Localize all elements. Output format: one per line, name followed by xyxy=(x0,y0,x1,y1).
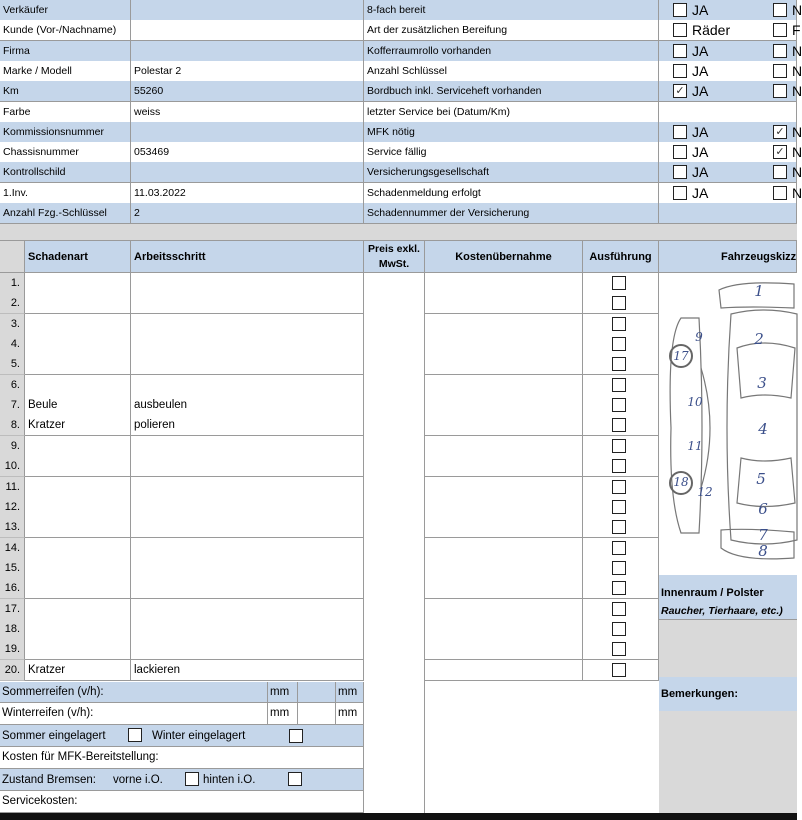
checkbox-option-2[interactable] xyxy=(773,186,787,200)
option-2-label: N xyxy=(792,124,802,140)
kostenuebernahme-field[interactable] xyxy=(425,538,583,559)
sommer-eingelagert-label: Sommer eingelagert xyxy=(2,730,106,742)
sketch-number-10: 10 xyxy=(687,395,703,409)
vehicle-label: Chassisnummer xyxy=(0,142,131,163)
kostenuebernahme-field[interactable] xyxy=(425,477,583,498)
option-2-label: N xyxy=(792,2,802,18)
ausfuehrung-checkbox[interactable] xyxy=(612,541,626,555)
arbeitsschritt-field[interactable] xyxy=(131,334,364,355)
kostenuebernahme-field[interactable] xyxy=(425,334,583,355)
header-fahrzeugskizze: Fahrzeugskizz xyxy=(659,241,797,273)
schadenart-field[interactable]: Kratzer xyxy=(25,660,131,681)
vehicle-value-field[interactable] xyxy=(131,20,364,41)
arbeitsschritt-field[interactable] xyxy=(131,578,364,599)
check-label: MFK nötig xyxy=(364,122,659,143)
check-options xyxy=(659,203,797,224)
sommerreifen-rear-field[interactable] xyxy=(298,682,336,703)
arbeitsschritt-field[interactable] xyxy=(131,619,364,640)
sketch-number-3: 3 xyxy=(757,374,767,392)
servicekosten-label: Servicekosten: xyxy=(0,791,364,813)
check-label: Schadennummer der Versicherung xyxy=(364,203,659,224)
kostenuebernahme-field[interactable] xyxy=(425,456,583,477)
kostenuebernahme-field[interactable] xyxy=(425,354,583,375)
ausfuehrung-checkbox[interactable] xyxy=(612,337,626,351)
option-2-label: F xyxy=(792,22,801,38)
row-number: 7. xyxy=(0,395,25,416)
row-number: 20. xyxy=(0,660,25,681)
sketch-number-8: 8 xyxy=(758,542,768,560)
vehicle-value-field[interactable]: 55260 xyxy=(131,81,364,102)
option-2-label: N xyxy=(792,83,802,99)
option-1-label: JA xyxy=(692,63,709,79)
schadenart-field[interactable] xyxy=(25,273,131,294)
option-1-label: JA xyxy=(692,2,709,18)
vehicle-label: Marke / Modell xyxy=(0,61,131,82)
hinten-checkbox[interactable] xyxy=(288,772,302,786)
vehicle-value-field[interactable]: 2 xyxy=(131,203,364,224)
ausfuehrung-checkbox[interactable] xyxy=(612,663,626,677)
ausfuehrung-checkbox[interactable] xyxy=(612,296,626,310)
arbeitsschritt-field[interactable] xyxy=(131,477,364,498)
arbeitsschritt-field[interactable] xyxy=(131,538,364,559)
header-preis-line2: MwSt. xyxy=(378,258,410,270)
vorne-checkbox[interactable] xyxy=(185,772,199,786)
row-number: 11. xyxy=(0,477,25,498)
check-label: Anzahl Schlüssel xyxy=(364,61,659,82)
option-2-label: N xyxy=(792,43,802,59)
row-number: 2. xyxy=(0,293,25,314)
arbeitsschritt-field[interactable] xyxy=(131,354,364,375)
schadenart-field[interactable] xyxy=(25,436,131,457)
arbeitsschritt-field[interactable] xyxy=(131,273,364,294)
vehicle-label: Kontrollschild xyxy=(0,162,131,183)
sommerreifen-mm-rear: mm xyxy=(336,682,364,703)
kostenuebernahme-field[interactable] xyxy=(425,314,583,335)
schadenart-field[interactable] xyxy=(25,375,131,396)
header-preis-line1: Preis exkl. xyxy=(368,243,420,255)
checkbox-option-1[interactable] xyxy=(673,145,687,159)
ausfuehrung-checkbox[interactable] xyxy=(612,520,626,534)
row-number: 14. xyxy=(0,538,25,559)
interior-title: Innenraum / Polster xyxy=(661,587,764,599)
sketch-number-11: 11 xyxy=(687,439,703,453)
checkbox-option-2[interactable] xyxy=(773,84,787,98)
checkbox-option-1[interactable] xyxy=(673,23,687,37)
kostenuebernahme-field[interactable] xyxy=(425,619,583,640)
ausfuehrung-checkbox[interactable] xyxy=(612,642,626,656)
check-label: Bordbuch inkl. Serviceheft vorhanden xyxy=(364,81,659,102)
arbeitsschritt-field[interactable] xyxy=(131,375,364,396)
check-label: Versicherungsgesellschaft xyxy=(364,162,659,183)
schadenart-field[interactable]: Kratzer xyxy=(25,415,131,436)
sommerreifen-label: Sommerreifen (v/h): xyxy=(0,682,268,703)
zustand-bremsen-label: Zustand Bremsen: xyxy=(2,774,96,786)
schadenart-field[interactable] xyxy=(25,354,131,375)
checkbox-option-2[interactable] xyxy=(773,64,787,78)
arbeitsschritt-field[interactable] xyxy=(131,497,364,518)
checkbox-option-1[interactable] xyxy=(673,186,687,200)
row-number: 3. xyxy=(0,314,25,335)
kostenuebernahme-field[interactable] xyxy=(425,517,583,538)
option-1-label: JA xyxy=(692,185,709,201)
winterreifen-mm-rear: mm xyxy=(336,703,364,725)
sommer-eingelagert-checkbox[interactable] xyxy=(128,728,142,742)
check-label: Service fällig xyxy=(364,142,659,163)
vorne-label: vorne i.O. xyxy=(113,774,163,786)
sketch-number-2: 2 xyxy=(754,330,764,348)
row-number: 5. xyxy=(0,354,25,375)
kostenuebernahme-field[interactable] xyxy=(425,273,583,294)
kostenuebernahme-field[interactable] xyxy=(425,436,583,457)
kostenuebernahme-field[interactable] xyxy=(425,415,583,436)
option-2-label: N xyxy=(792,63,802,79)
vehicle-value-field[interactable]: 053469 xyxy=(131,142,364,163)
sketch-number-5: 5 xyxy=(756,470,766,488)
hinten-label: hinten i.O. xyxy=(203,774,256,786)
kostenuebernahme-field[interactable] xyxy=(425,558,583,579)
kostenuebernahme-field[interactable] xyxy=(425,497,583,518)
row-number: 17. xyxy=(0,599,25,620)
schadenart-field[interactable] xyxy=(25,497,131,518)
header-arbeitsschritt: Arbeitsschritt xyxy=(131,241,364,273)
kostenuebernahme-field[interactable] xyxy=(425,375,583,396)
kostenuebernahme-field[interactable] xyxy=(425,293,583,314)
check-label: letzter Service bei (Datum/Km) xyxy=(364,102,659,123)
option-1-label: JA xyxy=(692,124,709,140)
arbeitsschritt-field[interactable]: ausbeulen xyxy=(131,395,364,416)
vehicle-value-field[interactable] xyxy=(131,0,364,21)
interior-subtitle: Raucher, Tierhaare, etc.) xyxy=(661,605,783,617)
ausfuehrung-checkbox[interactable] xyxy=(612,378,626,392)
vehicle-diagram xyxy=(659,278,797,568)
vehicle-label: Anzahl Fzg.-Schlüssel xyxy=(0,203,131,224)
arbeitsschritt-field[interactable] xyxy=(131,456,364,477)
schadenart-field[interactable] xyxy=(25,639,131,660)
kostenuebernahme-field[interactable] xyxy=(425,660,583,681)
checkbox-option-2[interactable] xyxy=(773,44,787,58)
ausfuehrung-checkbox[interactable] xyxy=(612,561,626,575)
kostenuebernahme-field[interactable] xyxy=(425,599,583,620)
check-label: 8-fach bereit xyxy=(364,0,659,21)
ausfuehrung-checkbox[interactable] xyxy=(612,459,626,473)
sketch-number-7: 7 xyxy=(758,526,768,544)
ausfuehrung-checkbox[interactable] xyxy=(612,439,626,453)
option-1-label: JA xyxy=(692,83,709,99)
arbeitsschritt-field[interactable]: polieren xyxy=(131,415,364,436)
option-1-label: JA xyxy=(692,144,709,160)
vehicle-label: Verkäufer xyxy=(0,0,131,21)
check-label: Art der zusätzlichen Bereifung xyxy=(364,20,659,41)
checkbox-option-2[interactable] xyxy=(773,165,787,179)
vehicle-label: Farbe xyxy=(0,102,131,123)
mfk-kosten-label: Kosten für MFK-Bereitstellung: xyxy=(0,747,364,769)
sketch-number-17: 17 xyxy=(673,349,689,363)
vehicle-label: Km xyxy=(0,81,131,102)
arbeitsschritt-field[interactable] xyxy=(131,436,364,457)
winter-eingelagert-checkbox[interactable] xyxy=(289,729,303,743)
schadenart-field[interactable] xyxy=(25,456,131,477)
winterreifen-rear-field[interactable] xyxy=(298,703,336,725)
arbeitsschritt-field[interactable] xyxy=(131,599,364,620)
arbeitsschritt-field[interactable] xyxy=(131,558,364,579)
option-2-label: N xyxy=(792,144,802,160)
checkbox-option-1[interactable] xyxy=(673,165,687,179)
arbeitsschritt-field[interactable] xyxy=(131,517,364,538)
checkbox-option-1[interactable] xyxy=(673,3,687,17)
checkbox-option-2[interactable]: ✓ xyxy=(773,145,787,159)
arbeitsschritt-field[interactable] xyxy=(131,293,364,314)
schadenart-field[interactable] xyxy=(25,517,131,538)
ausfuehrung-checkbox[interactable] xyxy=(612,276,626,290)
schadenart-field[interactable] xyxy=(25,619,131,640)
ausfuehrung-checkbox[interactable] xyxy=(612,317,626,331)
option-1-label: Räder xyxy=(692,22,731,38)
row-number: 18. xyxy=(0,619,25,640)
vehicle-value-field[interactable]: weiss xyxy=(131,102,364,123)
sketch-number-18: 18 xyxy=(673,475,689,489)
check-label: Kofferraumrollo vorhanden xyxy=(364,41,659,62)
ausfuehrung-checkbox[interactable] xyxy=(612,622,626,636)
sketch-number-1: 1 xyxy=(754,282,764,300)
row-number: 13. xyxy=(0,517,25,538)
schadenart-field[interactable] xyxy=(25,477,131,498)
schadenart-field[interactable] xyxy=(25,578,131,599)
ausfuehrung-checkbox[interactable] xyxy=(612,602,626,616)
check-label: Schadenmeldung erfolgt xyxy=(364,183,659,204)
separator-band xyxy=(0,224,797,241)
row-number: 12. xyxy=(0,497,25,518)
remarks-title: Bemerkungen: xyxy=(661,688,739,700)
schadenart-field[interactable] xyxy=(25,599,131,620)
kostenuebernahme-field[interactable] xyxy=(425,639,583,660)
sketch-number-6: 6 xyxy=(758,500,768,518)
arbeitsschritt-field[interactable]: lackieren xyxy=(131,660,364,681)
kostenuebernahme-field[interactable] xyxy=(425,395,583,416)
vehicle-value-field[interactable]: Polestar 2 xyxy=(131,61,364,82)
ausfuehrung-checkbox[interactable] xyxy=(612,480,626,494)
header-corner xyxy=(0,241,25,273)
winterreifen-label: Winterreifen (v/h): xyxy=(0,703,268,725)
winterreifen-mm-front: mm xyxy=(268,703,298,725)
ausfuehrung-checkbox[interactable] xyxy=(612,357,626,371)
vehicle-value-field[interactable] xyxy=(131,41,364,62)
winter-eingelagert-label: Winter eingelagert xyxy=(152,730,246,742)
schadenart-field[interactable] xyxy=(25,538,131,559)
schadenart-field[interactable]: Beule xyxy=(25,395,131,416)
schadenart-field[interactable] xyxy=(25,293,131,314)
option-1-label: JA xyxy=(692,43,709,59)
vehicle-label: Firma xyxy=(0,41,131,62)
remarks-field[interactable] xyxy=(659,711,797,813)
header-kostenuebernahme: Kostenübernahme xyxy=(425,241,583,273)
bottom-edge-bar xyxy=(0,813,797,820)
arbeitsschritt-field[interactable] xyxy=(131,639,364,660)
kostenuebernahme-field[interactable] xyxy=(425,578,583,599)
header-ausfuehrung: Ausführung xyxy=(583,241,659,273)
row-number: 9. xyxy=(0,436,25,457)
sommerreifen-mm-front: mm xyxy=(268,682,298,703)
sketch-number-4: 4 xyxy=(758,420,768,438)
check-options xyxy=(659,102,797,123)
ausfuehrung-checkbox[interactable] xyxy=(612,398,626,412)
header-schadenart: Schadenart xyxy=(25,241,131,273)
row-number: 15. xyxy=(0,558,25,579)
checkbox-option-2[interactable] xyxy=(773,23,787,37)
row-number: 8. xyxy=(0,415,25,436)
row-number: 4. xyxy=(0,334,25,355)
schadenart-field[interactable] xyxy=(25,314,131,335)
vehicle-value-field[interactable]: 11.03.2022 xyxy=(131,183,364,204)
option-1-label: JA xyxy=(692,164,709,180)
schadenart-field[interactable] xyxy=(25,558,131,579)
vehicle-value-field[interactable] xyxy=(131,122,364,143)
arbeitsschritt-field[interactable] xyxy=(131,314,364,335)
row-number: 16. xyxy=(0,578,25,599)
checkbox-option-1[interactable]: ✓ xyxy=(673,84,687,98)
checkbox-option-1[interactable] xyxy=(673,125,687,139)
interior-field[interactable] xyxy=(659,620,797,677)
row-number: 10. xyxy=(0,456,25,477)
schadenart-field[interactable] xyxy=(25,334,131,355)
option-2-label: N xyxy=(792,185,802,201)
vehicle-value-field[interactable] xyxy=(131,162,364,183)
ausfuehrung-checkbox[interactable] xyxy=(612,418,626,432)
vehicle-label: Kommissionsnummer xyxy=(0,122,131,143)
sketch-number-12: 12 xyxy=(697,485,713,499)
row-number: 1. xyxy=(0,273,25,294)
preis-column[interactable] xyxy=(364,273,425,820)
checkbox-option-1[interactable] xyxy=(673,44,687,58)
row-number: 19. xyxy=(0,639,25,660)
option-2-label: N xyxy=(792,164,802,180)
checkbox-option-1[interactable] xyxy=(673,64,687,78)
row-number: 6. xyxy=(0,375,25,396)
checkbox-option-2[interactable] xyxy=(773,3,787,17)
ausfuehrung-checkbox[interactable] xyxy=(612,581,626,595)
header-preis xyxy=(364,241,425,273)
ausfuehrung-checkbox[interactable] xyxy=(612,500,626,514)
checkbox-option-2[interactable]: ✓ xyxy=(773,125,787,139)
vehicle-label: Kunde (Vor-/Nachname) xyxy=(0,20,131,41)
sketch-number-9: 9 xyxy=(695,330,703,344)
vehicle-label: 1.Inv. xyxy=(0,183,131,204)
